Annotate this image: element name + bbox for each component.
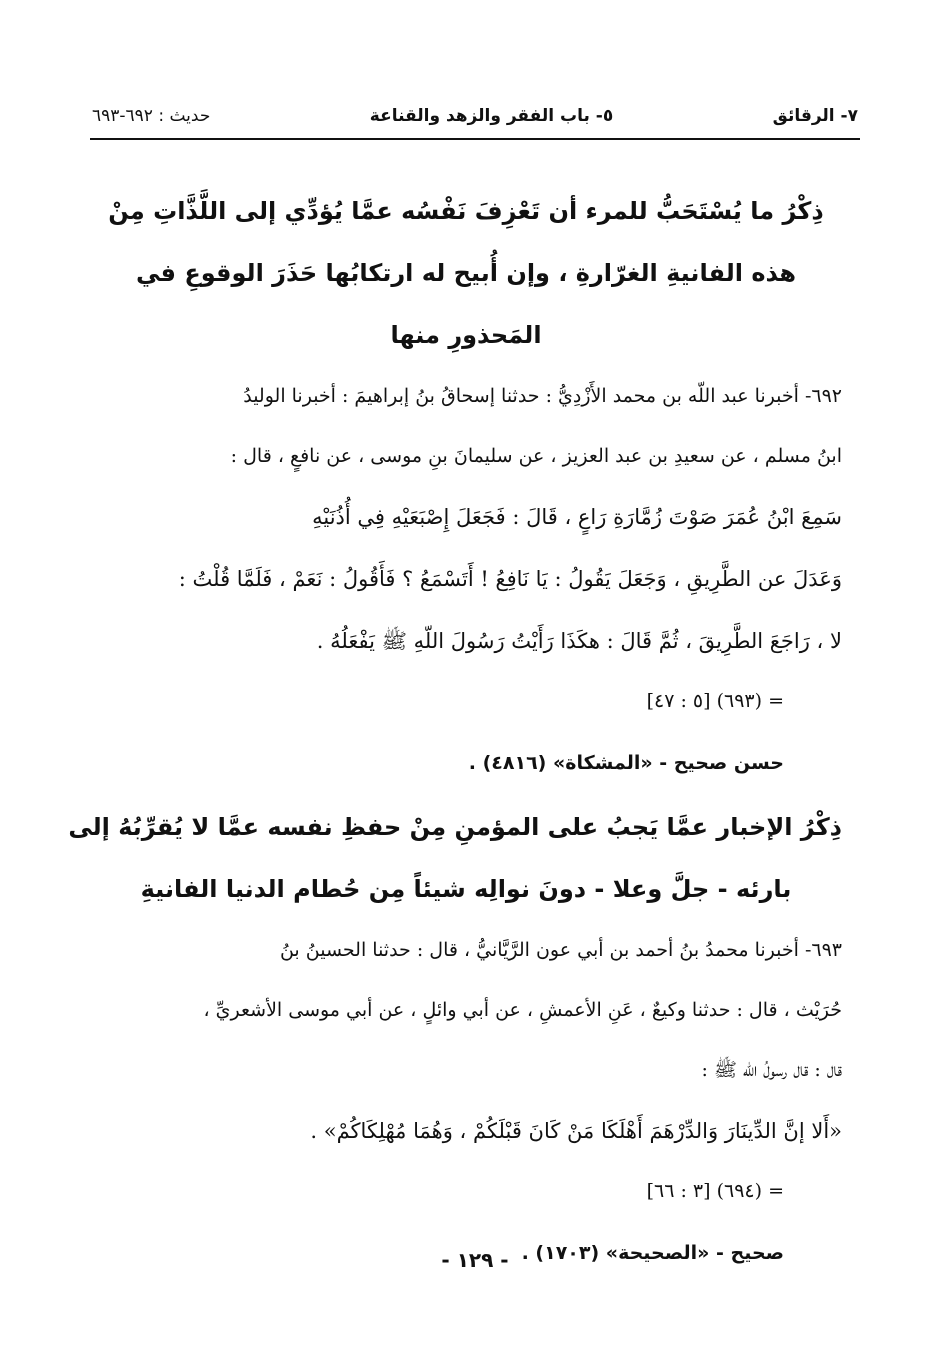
heading-line: ذِكْرُ الإخبار عمَّا يَجبُ على المؤمنِ مِنْ حفظِ نفسه عمَّا لا يُقرِّبُهُ إلى	[68, 813, 842, 841]
matn-line: وَعَدَلَ عن الطَّرِيقِ ، وَجَعَلَ يَقُولُ : يَا نَافِعُ ! أَتَسْمَعُ ؟ فَأَقُولُ : نَعَمْ ، فَلَمَّا قُلْتُ :	[178, 567, 842, 591]
chapter-title: ٥- باب الفقر والزهد والقناعة	[369, 106, 614, 126]
hadith-range: حديث : ٦٩٢-٦٩٣	[92, 106, 211, 126]
section-heading-2	[68, 796, 842, 920]
running-head	[92, 98, 858, 134]
hadith-692-grade: حسن صحيح - «المشكاة» (٤٨١٦) .	[468, 752, 784, 774]
page-content	[68, 180, 842, 1286]
heading-line: ذِكْرُ ما يُسْتَحَبُّ للمرء أن تَعْزِفَ نَفْسُه عمَّا يُؤدِّي إلى اللَّذَّاتِ مِنْ	[108, 197, 824, 225]
isnad-line: قال : قال رسولُ اللّه ﷺ :	[701, 1059, 842, 1081]
hadith-692-isnad	[90, 366, 842, 486]
hadith-693-isnad	[90, 920, 842, 1100]
heading-line: المَحذورِ منها	[390, 321, 542, 349]
isnad-line: ٦٩٣- أخبرنا محمدُ بنُ أحمد بن أبي عون الرَّيَّانيُّ ، قال : حدثنا الحسينُ بنُ	[279, 939, 842, 961]
isnad-line: ابنُ مسلم ، عن سعيدِ بن عبد العزيز ، عن سليمانَ بنِ موسى ، عن نافعٍ ، قال :	[230, 445, 842, 467]
hadith-693-text	[90, 1100, 842, 1162]
heading-line: هذه الفانيةِ الغرّارةِ ، وإن أُبيح له ارتكابُها حَذَرَ الوقوعِ في	[136, 259, 796, 287]
page-number: - ١٢٩ -	[441, 1248, 509, 1272]
header-divider	[90, 138, 860, 140]
hadith-692-text	[90, 486, 842, 672]
hadith-693-crossref: = (٦٩٤) [٣ : ٦٦]	[646, 1180, 784, 1202]
heading-line: بارئه - جلَّ وعلا - دونَ نوالِه شيئاً مِن حُطام الدنيا الفانيةِ	[140, 875, 792, 903]
isnad-line: حُرَيْث ، قال : حدثنا وكيعٌ ، عَنِ الأعمشِ ، عن أبي وائلٍ ، عن أبي موسى الأشعريِّ ،	[203, 999, 842, 1021]
book-title: ٧- الرقائق	[772, 106, 858, 126]
section-heading-1	[90, 180, 842, 366]
matn-line: لا ، رَاجَعَ الطَّرِيقَ ، ثُمَّ قَالَ : هكَذَا رَأَيْتُ رَسُولَ اللّهِ ﷺ يَفْعَلُهُ .	[316, 629, 842, 653]
matn-line: سَمِعَ ابْنُ عُمَرَ صَوْتَ زُمَّارَةِ رَاعٍ ، قَالَ : فَجَعَلَ إِصْبَعَيْهِ فِي أُذُنَيْهِ	[312, 505, 842, 529]
matn-line: «أَلا إنَّ الدِّينَارَ وَالدِّرْهَمَ أَهْلَكَا مَنْ كَانَ قَبْلَكُمْ ، وَهُمَا مُهْلِكَاكُمْ» .	[310, 1119, 842, 1143]
hadith-693-grade: صحيح - «الصحيحة» (١٧٠٣) .	[521, 1242, 784, 1264]
hadith-692-crossref: = (٦٩٣) [٥ : ٤٧]	[646, 690, 784, 712]
isnad-line: ٦٩٢- أخبرنا عبد اللّه بن محمد الأَزْدِيُّ : حدثنا إسحاقُ بنُ إبراهيمَ : أخبرنا الوليدُ	[243, 385, 842, 407]
